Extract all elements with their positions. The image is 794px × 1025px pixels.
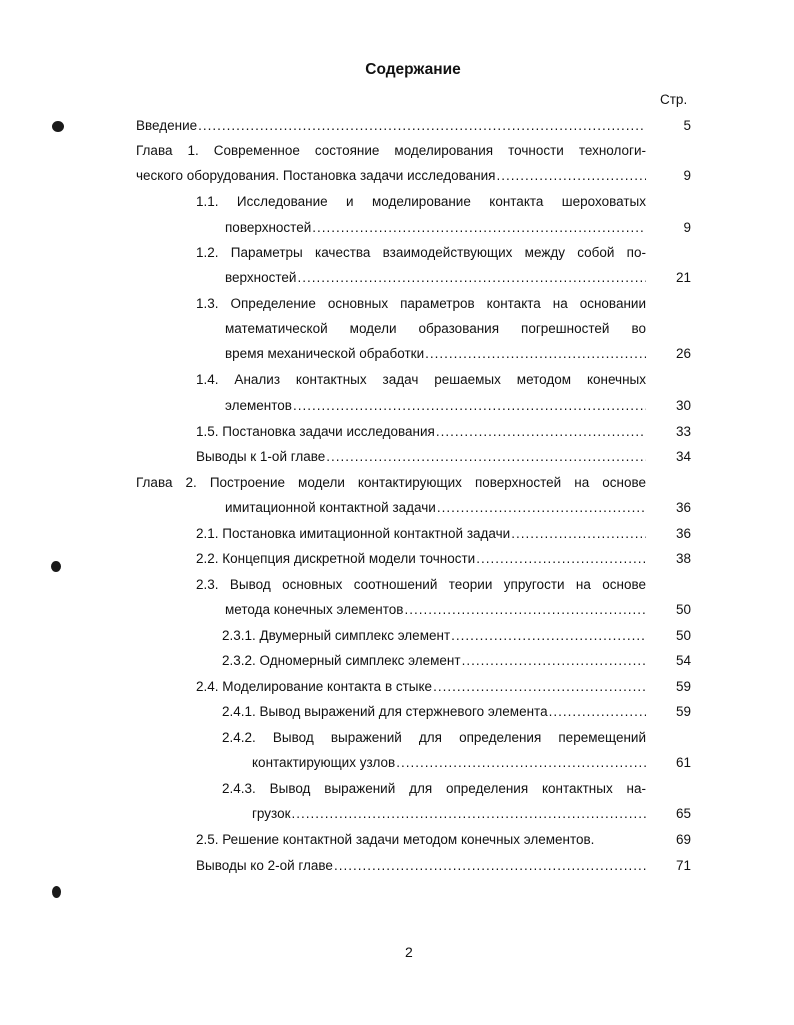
- toc-entry-2-3-line-2: метода конечных элементов .....: [225, 600, 646, 620]
- toc-page: 9: [683, 220, 691, 235]
- toc-entry-2-3-1: 2.3.1. Двумерный симплекс элемент .....: [222, 626, 646, 646]
- toc-entry-2-4-2-line-1: 2.4.2. Вывод выражений для определения перемещений: [222, 730, 646, 745]
- toc-entry-1-3-line-3: время механической обработки .....: [225, 344, 646, 364]
- toc-entry-chapter-2-line-2: имитационной контактной задачи .....: [225, 498, 646, 518]
- page-column-label: Стр.: [660, 92, 688, 107]
- toc-entry-introduction: [136, 116, 646, 136]
- toc-entry-2-3-2: 2.3.2. Одномерный симплекс элемент .....: [222, 651, 646, 671]
- toc-page: 21: [675, 270, 691, 285]
- punch-hole-mark: [51, 561, 61, 572]
- toc-page: 36: [675, 500, 691, 515]
- toc-page: 5: [683, 118, 691, 133]
- toc-page: 59: [675, 704, 691, 719]
- toc-page: 36: [675, 526, 691, 541]
- toc-page: 50: [675, 628, 691, 643]
- toc-entry-2-3-line-1: 2.3. Вывод основных соотношений теории упругости на основе: [196, 577, 646, 592]
- toc-entry-1-4-line-2: элементов .....: [225, 396, 646, 416]
- toc-page: 59: [675, 679, 691, 694]
- toc-entry-1-5: 1.5. Постановка задачи исследования .....: [196, 422, 646, 442]
- toc-entry-2-5: 2.5. Решение контактной задачи методом конечных элементов.: [196, 832, 595, 847]
- punch-hole-mark: [52, 886, 61, 898]
- toc-page: 61: [675, 755, 691, 770]
- toc-page: 34: [675, 449, 691, 464]
- toc-entry-2-4-1: 2.4.1. Вывод выражений для стержневого элемента .....: [222, 702, 646, 722]
- toc-page: 38: [675, 551, 691, 566]
- toc-entry-1-3-line-2: математической модели образования погрешностей во: [225, 321, 646, 336]
- toc-entry-1-1-line-2: поверхностей .....: [225, 218, 646, 238]
- toc-entry-2-2: 2.2. Концепция дискретной модели точности .....: [196, 549, 646, 569]
- toc-entry-2-1: 2.1. Постановка имитационной контактной задачи .....: [196, 524, 646, 544]
- toc-entry-2-4-3-line-2: грузок .....: [252, 804, 646, 824]
- toc-entry-conclusions-1: Выводы к 1-ой главе .....: [196, 447, 646, 467]
- toc-entry-1-4-line-1: 1.4. Анализ контактных задач решаемых методом конечных: [196, 372, 646, 387]
- toc-entry-1-2-line-1: 1.2. Параметры качества взаимодействующих между собой по-: [196, 245, 646, 260]
- toc-entry-chapter-1-line-2: ческого оборудования. Постановка задачи исследования .....: [136, 166, 646, 186]
- toc-page: 50: [675, 602, 691, 617]
- toc-entry-1-1-line-1: 1.1. Исследование и моделирование контакта шероховатых: [196, 194, 646, 209]
- toc-entry-chapter-2-line-1: Глава 2. Построение модели контактирующих поверхностей на основе: [136, 475, 646, 490]
- toc-page: 9: [683, 168, 691, 183]
- toc-entry-text: Введение: [136, 118, 198, 133]
- toc-entry-chapter-1-line-1: Глава 1. Современное состояние моделирования точности технологи-: [136, 143, 646, 158]
- toc-title: Содержание: [365, 61, 461, 78]
- toc-entry-1-2-line-2: верхностей .....: [225, 268, 646, 288]
- page-number: 2: [405, 944, 413, 960]
- toc-page: 30: [675, 398, 691, 413]
- toc-page: 65: [675, 806, 691, 821]
- toc-entry-2-4: 2.4. Моделирование контакта в стыке .....: [196, 677, 646, 697]
- toc-page: 69: [675, 832, 691, 847]
- toc-page: 54: [675, 653, 691, 668]
- toc-page: 33: [675, 424, 691, 439]
- toc-entry-1-3-line-1: 1.3. Определение основных параметров контакта на основании: [196, 296, 646, 311]
- toc-page: 71: [675, 858, 691, 873]
- toc-entry-2-4-3-line-1: 2.4.3. Вывод выражений для определения контактных на-: [222, 781, 646, 796]
- punch-hole-mark: [52, 121, 64, 132]
- toc-entry-conclusions-2: Выводы ко 2-ой главе .....: [196, 856, 646, 876]
- toc-page: 26: [675, 346, 691, 361]
- toc-entry-2-4-2-line-2: контактирующих узлов .....: [252, 753, 646, 773]
